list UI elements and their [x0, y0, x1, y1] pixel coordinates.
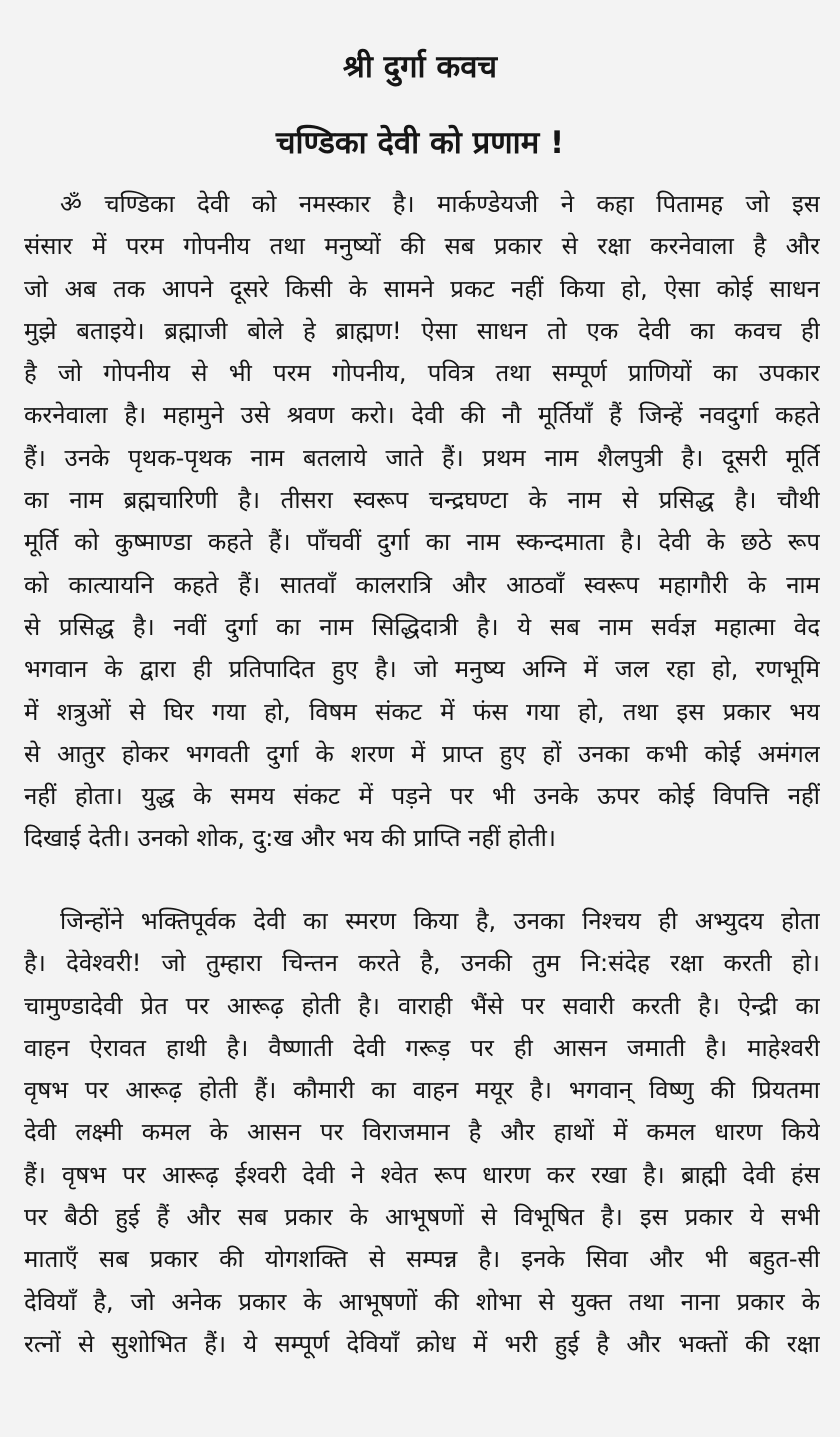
- text-line: जो अब तक आपने दूसरे किसी के सामने प्रकट नहीं किया हो, ऐसा कोई साधन: [24, 274, 820, 303]
- document-title: श्री दुर्गा कवच: [342, 49, 498, 85]
- text-line: जिन्होंने भक्तिपूर्वक देवी का स्मरण किया है, उनका निश्चय ही अभ्युदय होता: [60, 907, 820, 935]
- text-line: देवी लक्ष्मी कमल के आसन पर विराजमान है और हाथों में कमल धारण किये: [24, 1118, 820, 1147]
- text-line: है। देवेश्वरी! जो तुम्हारा चिन्तन करते है, उनकी तुम नि:संदेह रक्षा करती हो।: [24, 949, 820, 978]
- text-line: करनेवाला है। महामुने उसे श्रवण करो। देवी की नौ मूर्तियाँ हैं जिन्हें नवदुर्गा कहते: [24, 401, 820, 430]
- text-line: ॐ चण्डिका देवी को नमस्कार है। मार्कण्डेयजी ने कहा पितामह जो इस: [60, 190, 820, 218]
- text-line: हैं। वृषभ पर आरूढ़ ईश्वरी देवी ने श्वेत रूप धारण कर रखा है। ब्राह्मी देवी हंस: [24, 1160, 820, 1189]
- text-line: रत्नों से सुशोभित हैं। ये सम्पूर्ण देवियाँ क्रोध में भरी हुई है और भक्तों की रक्षा: [24, 1329, 820, 1358]
- text-line: का नाम ब्रह्मचारिणी है। तीसरा स्वरूप चन्द्रघण्टा के नाम से प्रसिद्ध है। चौथी: [24, 486, 820, 515]
- text-line: से आतुर होकर भगवती दुर्गा के शरण में प्राप्त हुए हों उनका कभी कोई अमंगल: [24, 739, 820, 768]
- text-line: को कात्यायनि कहते हैं। सातवाँ कालरात्रि और आठवाँ स्वरूप महागौरी के नाम: [24, 570, 820, 599]
- document-subtitle: चण्डिका देवी को प्रणाम !: [275, 125, 565, 161]
- text-line: वाहन ऐरावत हाथी है। वैष्णाती देवी गरूड़ पर ही आसन जमाती है। माहेश्वरी: [24, 1033, 820, 1062]
- text-line: हैं। उनके पृथक-पृथक नाम बतलाये जाते हैं। प्रथम नाम शैलपुत्री है। दूसरी मूर्ति: [24, 443, 820, 472]
- paragraph-1: [24, 183, 820, 860]
- text-line: देवियाँ है, जो अनेक प्रकार के आभूषणों की शोभा से युक्त तथा नाना प्रकार के: [24, 1287, 820, 1316]
- text-line: से प्रसिद्ध है। नवीं दुर्गा का नाम सिद्धिदात्री है। ये सब नाम सर्वज्ञ महात्मा वेद: [24, 612, 820, 641]
- text-line: मूर्ति को कुष्माण्डा कहते हैं। पाँचवीं दुर्गा का नाम स्कन्दमाता है। देवी के छठे रूप: [24, 528, 820, 557]
- text-line: दिखाई देती। उनको शोक, दु:ख और भय की प्राप्ति नहीं होती।: [24, 824, 556, 853]
- text-line: पर बैठी हुई हैं और सब प्रकार के आभूषणों से विभूषित है। इस प्रकार ये सभी: [24, 1203, 820, 1232]
- text-line: है जो गोपनीय से भी परम गोपनीय, पवित्र तथा सम्पूर्ण प्राणियों का उपकार: [24, 359, 820, 388]
- text-line: संसार में परम गोपनीय तथा मनुष्यों की सब प्रकार से रक्षा करनेवाला है और: [24, 232, 820, 261]
- text-line: नहीं होता। युद्ध के समय संकट में पड़ने पर भी उनके ऊपर कोई विपत्ति नहीं: [24, 782, 820, 811]
- text-line: माताएँ सब प्रकार की योगशक्ति से सम्पन्न है। इनके सिवा और भी बहुत-सी: [24, 1245, 820, 1274]
- text-line: भगवान के द्वारा ही प्रतिपादित हुए है। जो मनुष्य अग्नि में जल रहा हो, रणभूमि: [24, 655, 820, 684]
- text-line: में शत्रुओं से घिर गया हो, विषम संकट में फंस गया हो, तथा इस प्रकार भय: [24, 697, 820, 726]
- text-line: चामुण्डादेवी प्रेत पर आरूढ़ होती है। वाराही भैंसे पर सवारी करती है। ऐन्द्री का: [24, 991, 820, 1020]
- paragraph-2: [24, 900, 820, 1365]
- text-line: वृषभ पर आरूढ़ होती हैं। कौमारी का वाहन मयूर है। भगवान् विष्णु की प्रियतमा: [24, 1076, 820, 1105]
- text-line: मुझे बताइये। ब्रह्माजी बोले हे ब्राह्मण! ऐसा साधन तो एक देवी का कवच ही: [24, 316, 820, 345]
